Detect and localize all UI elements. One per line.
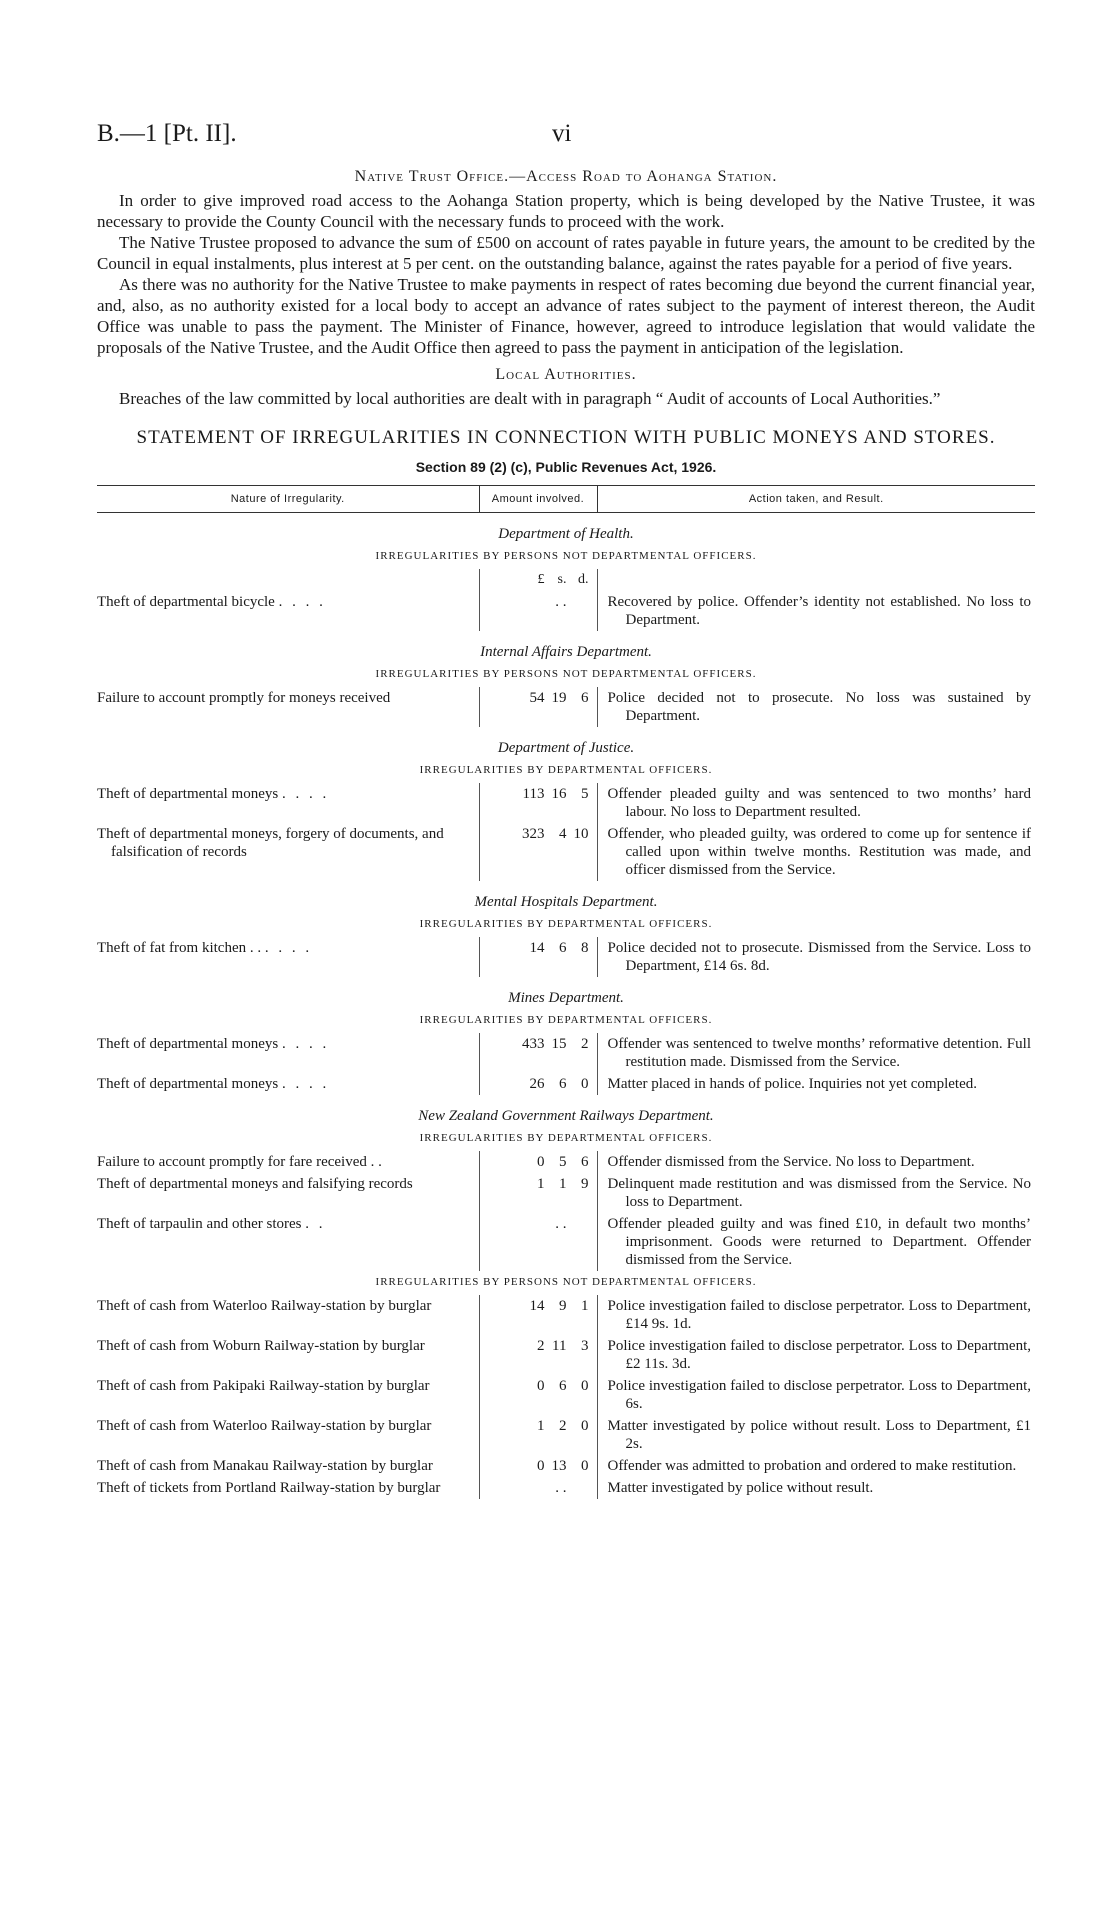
nature-cell (97, 1073, 479, 1095)
native-trust-heading: Native Trust Office.—Access Road to Aohanga Station. (354, 168, 778, 185)
category-row (97, 1271, 1035, 1295)
nature-cell (97, 1455, 479, 1477)
amount-cell (479, 937, 597, 977)
action-text: Police investigation failed to disclose perpetrator. Loss to Department, £14 9s. 1d. (607, 1298, 1031, 1332)
nature-label: Theft of departmental moneys (97, 1036, 279, 1052)
document-page (97, 120, 1035, 1499)
table-row (97, 1335, 1035, 1375)
table-body (97, 513, 1035, 1500)
action-cell (597, 1213, 1035, 1271)
amount-pence: 1 (581, 1298, 589, 1314)
amount-pence: 10 (573, 826, 589, 842)
department-row (97, 631, 1035, 663)
nature-cell (97, 1213, 479, 1271)
amount-cell (479, 1151, 597, 1173)
nature-text (97, 1479, 471, 1497)
irregularities-table (97, 485, 1035, 1499)
nature-label: Theft of cash from Waterloo Railway-station by burglar (97, 1298, 432, 1314)
amount-shillings: 6 (559, 1378, 567, 1394)
page-number: vi (552, 120, 572, 147)
nature-cell (97, 937, 479, 977)
table-row (97, 783, 1035, 823)
department-name: Mines Department. (508, 990, 624, 1006)
nature-label: Theft of fat from kitchen . . (97, 940, 262, 956)
page-header (97, 120, 1035, 160)
action-cell (597, 1477, 1035, 1499)
action-cell (597, 1173, 1035, 1213)
amount-cell (479, 1033, 597, 1073)
table-row (97, 1455, 1035, 1477)
amount-pence: 0 (581, 1076, 589, 1092)
nature-label: Theft of cash from Waterloo Railway-station by burglar (97, 1418, 432, 1434)
category-row (97, 1009, 1035, 1033)
action-cell (597, 937, 1035, 977)
leader-dots: . . (305, 1216, 326, 1232)
amount-pence: 9 (581, 1176, 589, 1192)
action-cell (597, 1295, 1035, 1335)
spacer (97, 569, 479, 591)
nature-label: Theft of departmental bicycle (97, 594, 275, 610)
category-label: IRREGULARITIES BY PERSONS NOT DEPARTMENTAL OFFICERS. (375, 550, 757, 562)
amount-pounds: 54 (529, 690, 545, 706)
column-header-amount: Amount involved. (479, 486, 597, 513)
table-row (97, 687, 1035, 727)
nature-text (97, 1075, 471, 1093)
nature-text (97, 939, 471, 957)
amount-cell (479, 1477, 597, 1499)
category-row (97, 663, 1035, 687)
nature-cell (97, 823, 479, 881)
amount-pence: 0 (581, 1378, 589, 1394)
paragraph: The Native Trustee proposed to advance the sum of £500 on account of rates payable in future years, the amount to be credited by the Council in equal instalments, plus interest at 5 per cent. on the outstanding balance, against the rates payable for a period of five years. (97, 233, 1035, 273)
amount-cell (479, 783, 597, 823)
amount-pounds: 0 (537, 1378, 545, 1394)
category-label: IRREGULARITIES BY PERSONS NOT DEPARTMENTAL OFFICERS. (375, 1276, 757, 1288)
nature-cell (97, 1295, 479, 1335)
amount-shillings: 11 (552, 1338, 567, 1354)
nature-text (97, 785, 471, 803)
nature-text (97, 825, 471, 861)
amount-shillings: 9 (559, 1298, 567, 1314)
amount-shillings: 13 (551, 1458, 567, 1474)
amount-cell (479, 823, 597, 881)
nature-label: Theft of tickets from Portland Railway-station by burglar (97, 1480, 441, 1496)
table-row (97, 1415, 1035, 1455)
category-label: IRREGULARITIES BY DEPARTMENTAL OFFICERS. (419, 1014, 713, 1026)
nature-text (97, 593, 471, 611)
category-label: IRREGULARITIES BY PERSONS NOT DEPARTMENTAL OFFICERS. (375, 668, 757, 680)
amount-shillings: 19 (551, 690, 567, 706)
action-text: Matter placed in hands of police. Inquiries not yet completed. (607, 1076, 977, 1092)
amount-pounds: 14 (529, 1298, 545, 1314)
nature-text (97, 1457, 471, 1475)
amount-shillings: . . (555, 1216, 567, 1232)
action-cell (597, 687, 1035, 727)
category-row (97, 1127, 1035, 1151)
local-authorities-heading: Local Authorities. (495, 366, 637, 383)
action-cell (597, 783, 1035, 823)
currency-units-row (97, 569, 1035, 591)
amount-cell (479, 591, 597, 631)
action-text: Offender, who pleaded guilty, was ordered to come up for sentence if called upon within twelve months. Restitution was made, and officer dismissed from the Service. (607, 826, 1031, 878)
action-text: Offender was admitted to probation and ordered to make restitution. (607, 1458, 1017, 1474)
amount-shillings: . . (555, 1480, 567, 1496)
action-text: Offender dismissed from the Service. No loss to Department. (607, 1154, 975, 1170)
amount-shillings: 5 (559, 1154, 567, 1170)
action-text: Police decided not to prosecute. No loss was sustained by Department. (607, 690, 1031, 724)
table-row (97, 937, 1035, 977)
amount-shillings: 6 (559, 940, 567, 956)
nature-label: Theft of departmental moneys, forgery of documents, and falsification of records (97, 826, 444, 860)
department-row (97, 881, 1035, 913)
amount-cell (479, 1455, 597, 1477)
leader-dots: . . . . (281, 786, 330, 802)
action-cell (597, 1375, 1035, 1415)
action-cell (597, 1415, 1035, 1455)
table-row (97, 1173, 1035, 1213)
nature-text (97, 1297, 471, 1315)
amount-pence: 8 (581, 940, 589, 956)
amount-cell (479, 1213, 597, 1271)
amount-pence: 6 (581, 1154, 589, 1170)
nature-text (97, 1035, 471, 1053)
nature-label: Theft of cash from Woburn Railway-station by burglar (97, 1338, 425, 1354)
category-label: IRREGULARITIES BY DEPARTMENTAL OFFICERS. (419, 764, 713, 776)
nature-cell (97, 1173, 479, 1213)
amount-cell (479, 687, 597, 727)
nature-label: Theft of cash from Pakipaki Railway-station by burglar (97, 1378, 430, 1394)
amount-cell (479, 1173, 597, 1213)
table-row (97, 1033, 1035, 1073)
spacer (597, 569, 1035, 591)
nature-text (97, 689, 471, 707)
unit-shillings: s. (557, 572, 567, 587)
amount-pounds: 1 (537, 1176, 545, 1192)
paragraph: As there was no authority for the Native Trustee to make payments in respect of rates becoming due beyond the current financial year, and, also, as no authority existed for a local body to accept an advance of rates subject to the payment of interest thereon, the Audit Office was unable to pass the payment. The Minister of Finance, however, agreed to introduce legislation that would validate the proposals of the Native Trustee, and the Audit Office then agreed to pass the payment in anticipation of the legislation. (97, 275, 1035, 357)
amount-pounds: 0 (537, 1154, 545, 1170)
leader-dots: . . . . (281, 1036, 330, 1052)
table-row (97, 1151, 1035, 1173)
amount-shillings: 6 (559, 1076, 567, 1092)
nature-label: Theft of departmental moneys (97, 786, 279, 802)
table-header-row (97, 486, 1035, 513)
amount-pence: 0 (581, 1458, 589, 1474)
department-name: Department of Justice. (497, 740, 635, 756)
amount-pounds: 14 (529, 940, 545, 956)
amount-pounds: 0 (537, 1458, 545, 1474)
column-header-action: Action taken, and Result. (597, 486, 1035, 513)
nature-label: Theft of cash from Manakau Railway-station by burglar (97, 1458, 433, 1474)
amount-cell (479, 1375, 597, 1415)
action-text: Recovered by police. Offender’s identity not established. No loss to Department. (607, 594, 1031, 628)
table-row (97, 1477, 1035, 1499)
amount-shillings: 15 (551, 1036, 567, 1052)
category-row (97, 545, 1035, 569)
category-row (97, 913, 1035, 937)
amount-pence: 5 (581, 786, 589, 802)
action-text: Police investigation failed to disclose perpetrator. Loss to Department, £2 11s. 3d. (607, 1338, 1031, 1372)
action-cell (597, 823, 1035, 881)
category-label: IRREGULARITIES BY DEPARTMENTAL OFFICERS. (419, 918, 713, 930)
department-row (97, 727, 1035, 759)
amount-pounds: 433 (522, 1036, 545, 1052)
nature-cell (97, 1477, 479, 1499)
column-header-nature: Nature of Irregularity. (97, 486, 479, 513)
amount-cell (479, 1415, 597, 1455)
nature-cell (97, 783, 479, 823)
action-cell (597, 1151, 1035, 1173)
action-text: Matter investigated by police without result. Loss to Department, £1 2s. (607, 1418, 1031, 1452)
action-text: Matter investigated by police without result. (607, 1480, 874, 1496)
amount-pounds: 26 (529, 1076, 545, 1092)
action-cell (597, 1033, 1035, 1073)
action-text: Offender pleaded guilty and was sentenced to two months’ hard labour. No loss to Department resulted. (607, 786, 1031, 820)
department-name: Mental Hospitals Department. (474, 894, 658, 910)
nature-cell (97, 1151, 479, 1173)
category-label: IRREGULARITIES BY DEPARTMENTAL OFFICERS. (419, 1132, 713, 1144)
statute-reference: Section 89 (2) (c), Public Revenues Act, 1926. (415, 459, 717, 475)
nature-cell (97, 1335, 479, 1375)
paragraph: Breaches of the law committed by local authorities are dealt with in paragraph “ Audit of accounts of Local Authorities.” (119, 389, 941, 408)
amount-pence: 0 (581, 1418, 589, 1434)
department-row (97, 977, 1035, 1009)
amount-cell (479, 1295, 597, 1335)
currency-units (479, 569, 597, 591)
nature-text (97, 1337, 471, 1355)
amount-pounds: 2 (537, 1338, 545, 1354)
amount-cell (479, 1073, 597, 1095)
table-row (97, 1375, 1035, 1415)
department-name: New Zealand Government Railways Department. (418, 1108, 714, 1124)
nature-cell (97, 1033, 479, 1073)
amount-pence: 3 (581, 1338, 589, 1354)
department-name: Internal Affairs Department. (480, 644, 652, 660)
table-row (97, 823, 1035, 881)
nature-label: Theft of departmental moneys and falsifying records (97, 1176, 413, 1192)
nature-text (97, 1175, 471, 1193)
amount-pence: 2 (581, 1036, 589, 1052)
unit-pence: d. (578, 572, 589, 587)
amount-shillings: . . (555, 594, 567, 610)
department-name: Department of Health. (498, 526, 634, 542)
nature-label: Theft of tarpaulin and other stores (97, 1216, 302, 1232)
leader-dots: . . . . (281, 1076, 330, 1092)
action-text: Delinquent made restitution and was dismissed from the Service. No loss to Department. (607, 1176, 1031, 1210)
table-row (97, 591, 1035, 631)
action-cell (597, 1455, 1035, 1477)
statement-title: STATEMENT OF IRREGULARITIES IN CONNECTION WITH PUBLIC MONEYS AND STORES. (136, 427, 996, 448)
amount-shillings: 2 (559, 1418, 567, 1434)
table-row (97, 1213, 1035, 1271)
nature-cell (97, 687, 479, 727)
action-text: Offender was sentenced to twelve months’ reformative detention. Full restitution made. Dismissed from the Service. (607, 1036, 1031, 1070)
amount-shillings: 16 (551, 786, 567, 802)
department-row (97, 513, 1035, 546)
amount-shillings: 4 (559, 826, 567, 842)
nature-label: Theft of departmental moneys (97, 1076, 279, 1092)
amount-pounds: 113 (522, 786, 545, 802)
category-row (97, 759, 1035, 783)
department-row (97, 1095, 1035, 1127)
report-reference: B.—1 [Pt. II]. (97, 120, 237, 147)
nature-cell (97, 591, 479, 631)
amount-cell (479, 1335, 597, 1375)
nature-cell (97, 1415, 479, 1455)
nature-text (97, 1417, 471, 1435)
nature-text (97, 1377, 471, 1395)
amount-pence: 6 (581, 690, 589, 706)
action-cell (597, 1073, 1035, 1095)
action-cell (597, 1335, 1035, 1375)
table-row (97, 1295, 1035, 1335)
amount-pounds: 323 (522, 826, 545, 842)
action-text: Offender pleaded guilty and was fined £10, in default two months’ imprisonment. Goods were returned to Department. Offender dismissed from the Service. (607, 1216, 1031, 1268)
nature-label: Failure to account promptly for fare received . . (97, 1154, 382, 1170)
leader-dots: . . . . (278, 594, 326, 610)
nature-cell (97, 1375, 479, 1415)
action-cell (597, 591, 1035, 631)
action-text: Police decided not to prosecute. Dismissed from the Service. Loss to Department, £14 6s. 8d. (607, 940, 1031, 974)
table-row (97, 1073, 1035, 1095)
nature-text (97, 1215, 471, 1233)
leader-dots: . . . . (264, 940, 313, 956)
unit-pounds: £ (537, 572, 545, 587)
paragraph: In order to give improved road access to the Aohanga Station property, which is being developed by the Native Trustee, it was necessary to provide the County Council with the necessary funds to proceed with the work. (97, 191, 1035, 231)
amount-shillings: 1 (559, 1176, 567, 1192)
amount-pounds: 1 (537, 1418, 545, 1434)
nature-text (97, 1153, 471, 1171)
nature-label: Failure to account promptly for moneys received (97, 690, 391, 706)
action-text: Police investigation failed to disclose perpetrator. Loss to Department, 6s. (607, 1378, 1031, 1412)
